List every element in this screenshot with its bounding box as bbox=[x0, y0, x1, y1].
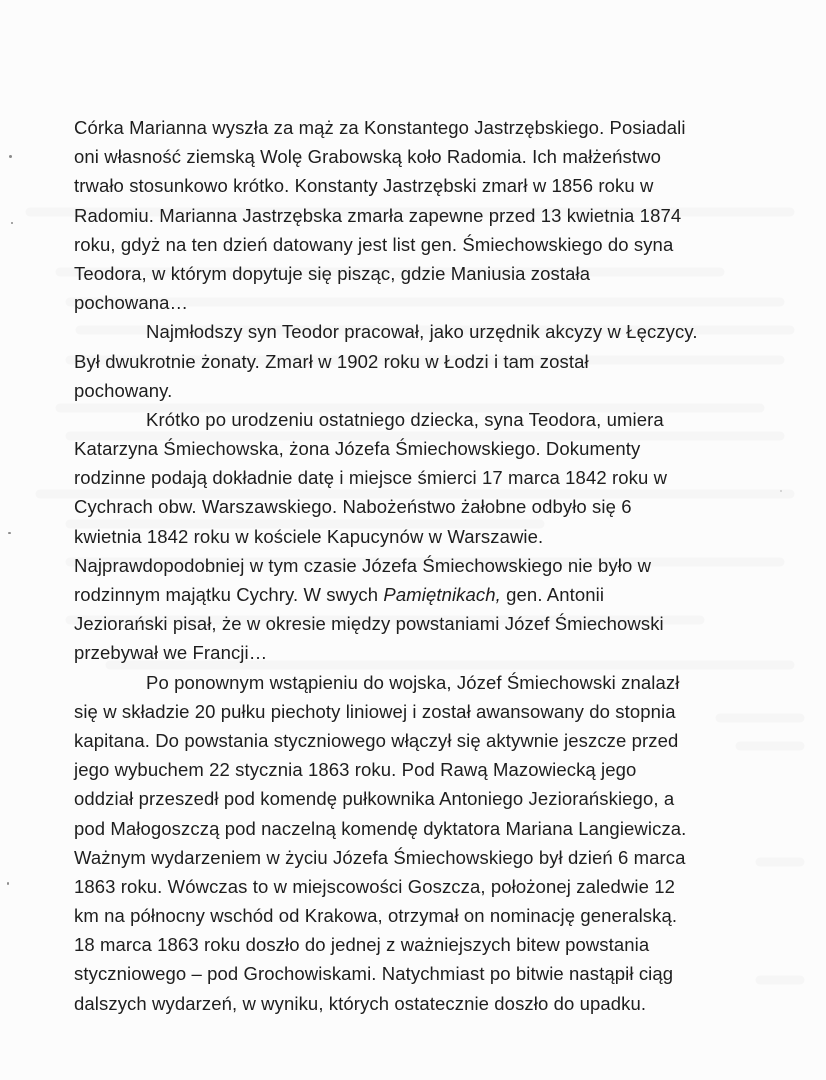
text-line: Jeziorański pisał, że w okresie między powstaniami Józef Śmiechowski bbox=[74, 613, 664, 635]
scan-speck bbox=[9, 155, 12, 158]
scan-speck bbox=[8, 532, 11, 534]
text-line: 18 marca 1863 roku doszło do jednej z ważniejszych bitew powstania bbox=[74, 934, 650, 956]
text-line: Po ponownym wstąpieniu do wojska, Józef Śmiechowski znalazł bbox=[146, 671, 680, 693]
text-line: rodzinne podają dokładnie datę i miejsce śmierci 17 marca 1842 roku w bbox=[74, 467, 668, 489]
text-line: Radomiu. Marianna Jastrzębska zmarła zapewne przed 13 kwietnia 1874 bbox=[74, 204, 682, 226]
text-line: przebywał we Francji… bbox=[74, 642, 268, 664]
text-line: Ważnym wydarzeniem w życiu Józefa Śmiechowskiego był dzień 6 marca bbox=[74, 846, 686, 868]
text-line: pod Małogoszczą pod naczelną komendę dyktatora Mariana Langiewicza. bbox=[74, 817, 687, 839]
text-line bbox=[74, 580, 754, 609]
body-text bbox=[74, 113, 754, 1018]
text-line: kwietnia 1842 roku w kościele Kapucynów w Warszawie. bbox=[74, 525, 544, 547]
text-line: Teodora, w którym dopytuje się pisząc, gdzie Maniusia została bbox=[74, 262, 591, 284]
text-line: trwało stosunkowo krótko. Konstanty Jastrzębski zmarł w 1856 roku w bbox=[74, 175, 654, 197]
text-line: oni własność ziemską Wolę Grabowską koło Radomia. Ich małżeństwo bbox=[74, 146, 661, 168]
text-line: styczniowego – pod Grochowiskami. Natychmiast po bitwie nastąpił ciąg bbox=[74, 963, 674, 985]
text-line: Był dwukrotnie żonaty. Zmarł w 1902 roku w Łodzi i tam został bbox=[74, 350, 589, 372]
text-line: Krótko po urodzeniu ostatniego dziecka, syna Teodora, umiera bbox=[146, 408, 664, 430]
text-line: jego wybuchem 22 stycznia 1863 roku. Pod Rawą Mazowiecką jego bbox=[74, 759, 637, 781]
text-line: 1863 roku. Wówczas to w miejscowości Goszcza, położonej zaledwie 12 bbox=[74, 875, 676, 897]
text-line: Najprawdopodobniej w tym czasie Józefa Śmiechowskiego nie było w bbox=[74, 554, 652, 576]
scan-speck bbox=[11, 222, 13, 224]
text-line: Katarzyna Śmiechowska, żona Józefa Śmiechowskiego. Dokumenty bbox=[74, 438, 641, 460]
text-line: dalszych wydarzeń, w wyniku, których ostatecznie doszło do upadku. bbox=[74, 992, 647, 1014]
scan-speck bbox=[780, 490, 782, 492]
text-line: Najmłodszy syn Teodor pracował, jako urzędnik akcyzy w Łęczycy. bbox=[146, 321, 698, 343]
text-line: oddział przeszedł pod komendę pułkownika Antoniego Jeziorańskiego, a bbox=[74, 788, 675, 810]
text-line: się w składzie 20 pułku piechoty liniowej i został awansowany do stopnia bbox=[74, 700, 676, 722]
text-line: pochowany. bbox=[74, 379, 173, 401]
text-line: km na północny wschód od Krakowa, otrzymał on nominację generalską. bbox=[74, 905, 678, 927]
italic-title: Pamiętnikach, bbox=[383, 584, 501, 605]
text-line: kapitana. Do powstania styczniowego włączył się aktywnie jeszcze przed bbox=[74, 729, 679, 751]
text-line: Cychrach obw. Warszawskiego. Nabożeństwo żałobne odbyło się 6 bbox=[74, 496, 632, 518]
text-segment: gen. Antonii bbox=[500, 584, 605, 605]
text-line: Córka Marianna wyszła za mąż za Konstantego Jastrzębskiego. Posiadali bbox=[74, 117, 686, 138]
text-line: roku, gdyż na ten dzień datowany jest list gen. Śmiechowskiego do syna bbox=[74, 233, 674, 255]
scan-speck bbox=[7, 882, 9, 885]
text-segment: rodzinnym majątku Cychry. W swych bbox=[74, 584, 384, 605]
text-line: pochowana… bbox=[74, 292, 189, 314]
